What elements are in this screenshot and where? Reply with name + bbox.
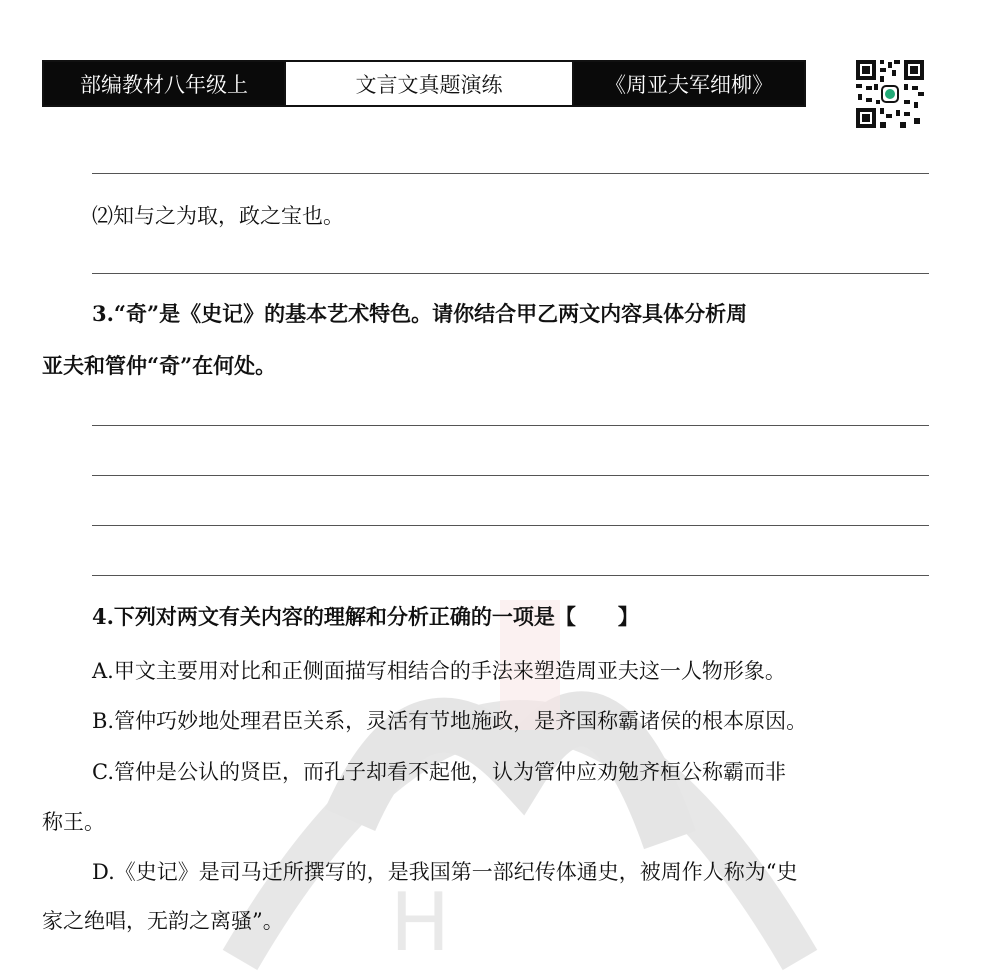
q4-option-a: A.甲文主要用对比和正侧面描写相结合的手法来塑造周亚夫这一人物形象。 [92,659,786,683]
answer-line [92,575,929,576]
watermark-seal [200,520,840,980]
header-section: 文言文真题演练 [284,62,574,105]
q4-option-d-line2: 家之绝唱，无韵之离骚”。 [42,909,284,933]
header-lesson: 《周亚夫军细柳》 [574,62,804,105]
qr-code-icon [856,60,924,128]
q2-item2-text: ⑵知与之为取，政之宝也。 [92,204,344,228]
q4-option-c-line1: C.管仲是公认的贤臣，而孔子却看不起他，认为管仲应劝勉齐桓公称霸而非 [92,760,786,784]
q4-option-d-line1: D.《史记》是司马迁所撰写的，是我国第一部纪传体通史，被周作人称为“史 [92,860,798,884]
q4-option-c-line2: 称王。 [42,810,105,834]
q4-option-b: B.管仲巧妙地处理君臣关系，灵活有节地施政，是齐国称霸诸侯的根本原因。 [92,709,808,733]
answer-line [92,525,929,526]
answer-line [92,173,929,174]
header-bar [42,60,806,107]
answer-line [92,425,929,426]
q4-stem: 4.下列对两文有关内容的理解和分析正确的一项是【 】 [92,604,639,629]
q3-text-line2: 亚夫和管仲“奇”在何处。 [42,353,277,378]
svg-text:H: H [390,876,451,969]
header-grade: 部编教材八年级上 [44,62,284,105]
q3-text-line1: 3.“奇”是《史记》的基本艺术特色。请你结合甲乙两文内容具体分析周 [92,301,748,326]
answer-line [92,475,929,476]
answer-line [92,273,929,274]
